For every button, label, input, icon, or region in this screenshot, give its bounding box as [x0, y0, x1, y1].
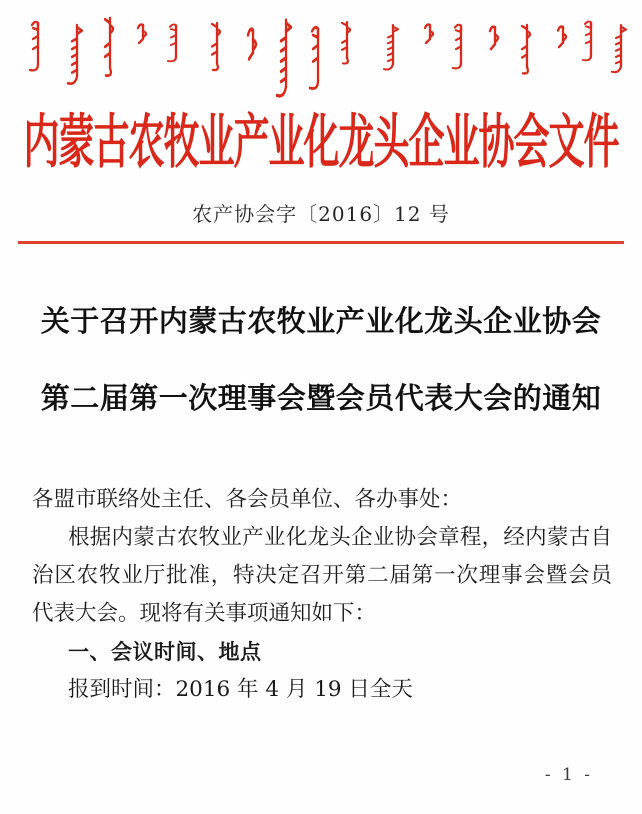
section-heading-meeting-time-location: 一、会议时间、地点 — [68, 640, 262, 664]
salutation-line: 各盟市联络处主任、各会员单位、各办事处： — [32, 487, 463, 512]
red-separator-rule — [18, 241, 624, 244]
document-number: 农产协会字〔2016〕12 号 — [192, 202, 450, 226]
registration-time-line: 报到时间：2016 年 4 月 19 日全天 — [68, 677, 413, 702]
body-paragraph: 根据内蒙古农牧业产业化龙头企业协会章程，经内蒙古自治区农牧业厅批准，特决定召开第二届第一次理事会暨会员代表大会。现将有关事项通知如下： — [32, 525, 612, 626]
notice-title-line2: 第二届第一次理事会暨会员代表大会的通知 — [40, 381, 602, 415]
letterhead-banner-title: 内蒙古农牧业产业化龙头企业协会文件 — [23, 108, 619, 177]
page-number: - 1 - — [544, 765, 593, 785]
document-body — [32, 481, 612, 709]
mongolian-script-icon — [0, 10, 642, 110]
notice-title-line1: 关于召开内蒙古农牧业产业化龙头企业协会 — [40, 304, 602, 338]
